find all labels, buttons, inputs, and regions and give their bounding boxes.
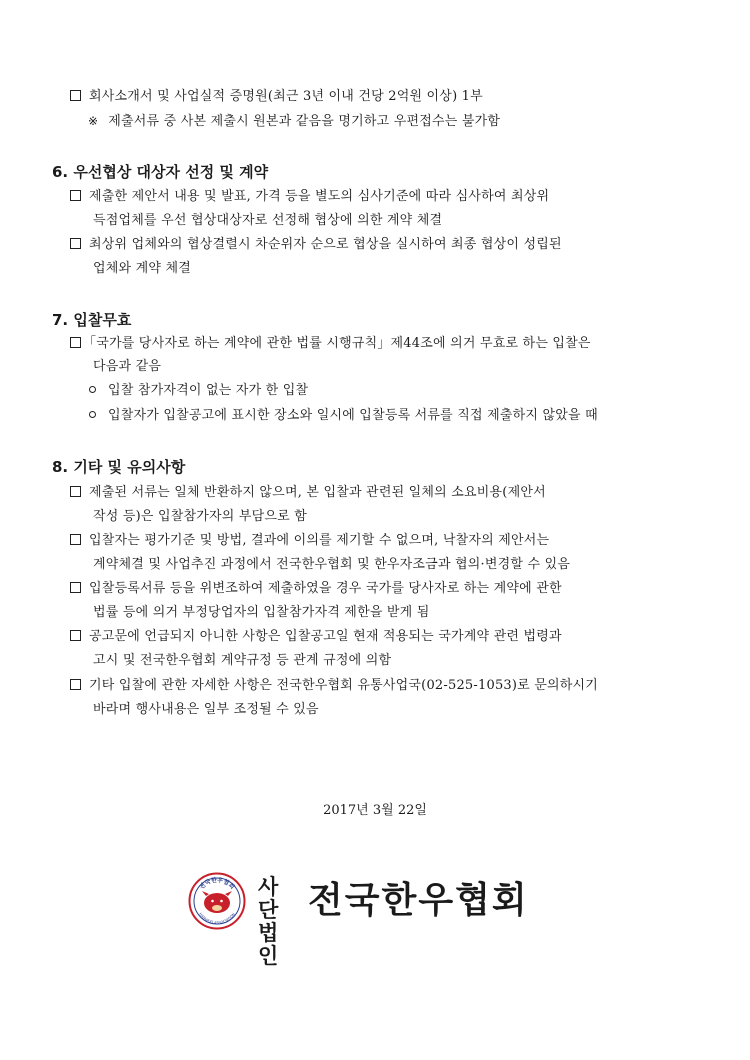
item-text: 제출한 제안서 내용 및 발표, 가격 등을 별도의 심사기준에 따라 심사하여 최상위 [89, 189, 550, 204]
checkbox-icon [70, 679, 81, 690]
section-6-heading: 6. 우선협상 대상자 선정 및 계약 [52, 163, 269, 181]
section-8-item-1-cont: 작성 등)은 입찰참가자의 부담으로 함 [93, 509, 307, 524]
association-seal-icon [188, 872, 246, 930]
checkbox-icon [70, 337, 81, 348]
checkbox-icon [70, 90, 81, 101]
item-text: 입찰자가 입찰공고에 표시한 장소와 일시에 입찰등록 서류를 직접 제출하지 않았을 때 [108, 408, 598, 423]
section-8-item-2 [70, 532, 549, 550]
section-8-item-4-cont: 고시 및 전국한우협회 계약규정 등 관계 규정에 의함 [93, 653, 392, 668]
circle-bullet-icon [89, 386, 96, 393]
reference-mark: ※ [88, 114, 99, 128]
item-text: 기타 입찰에 관한 자세한 사항은 전국한우협회 유통사업국(02-525-1053)로 문의하시기 [89, 678, 599, 693]
corp-type-line2: 법인 [258, 921, 278, 968]
section-8-item-5-cont: 바라며 행사내용은 일부 조정될 수 있음 [93, 702, 319, 717]
section-8-item-3 [70, 580, 562, 598]
note-submission [88, 112, 500, 131]
section-7-item-1 [70, 335, 591, 353]
item-text: 공고문에 언급되지 아니한 사항은 입찰공고일 현재 적용되는 국가계약 관련 법령과 [89, 629, 562, 644]
circle-bullet-icon [89, 411, 96, 418]
section-8-item-2-cont: 계약체결 및 사업추진 과정에서 전국한우협회 및 한우자조금과 협의·변경할 수 있음 [93, 557, 571, 572]
section-8-item-4 [70, 628, 562, 646]
item-text: 입찰등록서류 등을 위변조하여 제출하였을 경우 국가를 당사자로 하는 계약에 관한 [89, 581, 562, 596]
section-6-item-1-cont: 득점업체를 우선 협상대상자로 선정해 협상에 의한 계약 체결 [93, 213, 443, 228]
section-6-item-2-cont: 업체와 계약 체결 [93, 261, 191, 276]
checkbox-icon [70, 190, 81, 201]
item-text: 입찰자는 평가기준 및 방법, 결과에 이의를 제기할 수 없으며, 낙찰자의 제안서는 [89, 533, 550, 548]
item-company-intro [70, 88, 483, 106]
section-6-item-2 [70, 236, 562, 254]
organization-name: 전국한우협회 [308, 880, 529, 921]
item-text: 제출된 서류는 일체 반환하지 않으며, 본 입찰과 관련된 일체의 소요비용(제안서 [89, 485, 546, 500]
section-7-item-1-cont: 다음과 같음 [93, 359, 162, 374]
section-8-item-1 [70, 484, 546, 502]
section-7-sub-2 [89, 407, 598, 425]
item-text: 「국가를 당사자로 하는 계약에 관한 법률 시행규칙」제44조에 의거 무효로 하는 입찰은 [83, 336, 591, 351]
section-6-item-1 [70, 188, 549, 206]
seal-text-top: 전국한우협회 [198, 876, 236, 891]
item-text: 회사소개서 및 사업실적 증명원(최근 3년 이내 건당 2억원 이상) 1부 [89, 89, 483, 104]
item-text: 최상위 업체와의 협상결렬시 차순위자 순으로 협상을 실시하여 최종 협상이 성립된 [89, 237, 562, 252]
item-text: 입찰 참가자격이 없는 자가 한 입찰 [108, 383, 309, 398]
section-7-sub-1 [89, 382, 308, 400]
document-date: 2017년 3월 22일 [323, 803, 427, 818]
note-text: 제출서류 중 사본 제출시 원본과 같음을 명기하고 우편접수는 불가함 [108, 114, 501, 129]
section-8-item-3-cont: 법률 등에 의거 부정당업자의 입찰참가자격 제한을 받게 됨 [93, 605, 430, 620]
section-8-heading: 8. 기타 및 유의사항 [52, 458, 186, 476]
corp-type-line1: 사단 [258, 875, 278, 922]
seal-text-bottom: HANWOO ASSOCIATION [198, 912, 236, 926]
section-8-item-5 [70, 677, 598, 695]
checkbox-icon [70, 238, 81, 249]
checkbox-icon [70, 582, 81, 593]
checkbox-icon [70, 486, 81, 497]
checkbox-icon [70, 534, 81, 545]
checkbox-icon [70, 630, 81, 641]
section-7-heading: 7. 입찰무효 [52, 311, 132, 329]
corporation-type-label [258, 876, 294, 968]
